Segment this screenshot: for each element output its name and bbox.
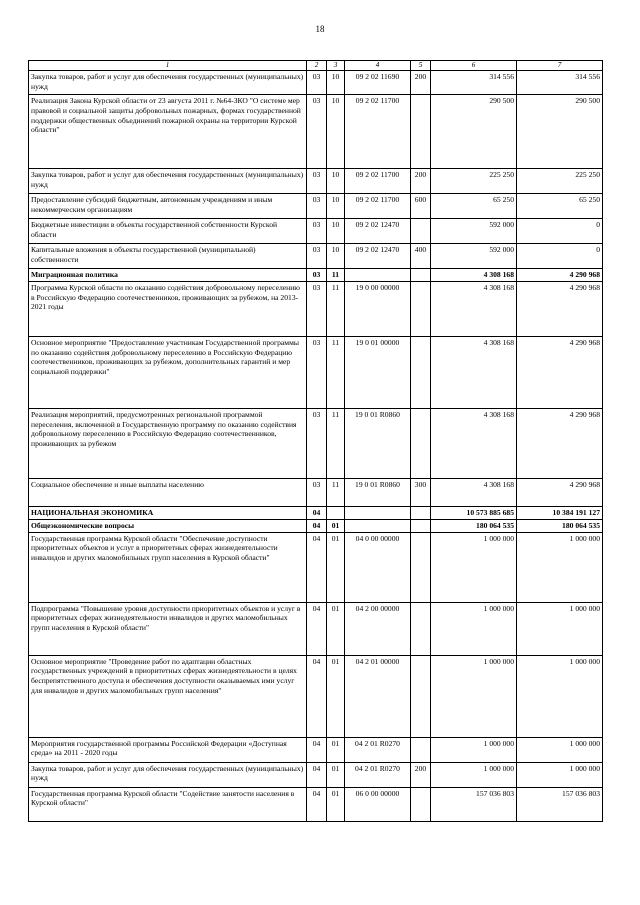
amount-year-1: 1 000 000 bbox=[431, 655, 517, 737]
subsection-code: 11 bbox=[327, 478, 345, 506]
table-row bbox=[29, 519, 603, 532]
amount-year-2: 1 000 000 bbox=[517, 737, 603, 762]
column-number-row bbox=[29, 61, 603, 71]
table-row bbox=[29, 269, 603, 282]
amount-year-1: 225 250 bbox=[431, 169, 517, 194]
table-row bbox=[29, 478, 603, 506]
expense-type-code bbox=[411, 737, 431, 762]
target-article-code: 04 2 00 00000 bbox=[345, 602, 411, 655]
item-name: Государственная программа Курской области "Содействие занятости населения в Курской области" bbox=[29, 787, 307, 821]
section-code: 03 bbox=[307, 478, 327, 506]
section-code: 04 bbox=[307, 737, 327, 762]
subsection-code: 01 bbox=[327, 532, 345, 602]
amount-year-1: 290 500 bbox=[431, 95, 517, 169]
subsection-code: 01 bbox=[327, 519, 345, 532]
amount-year-2: 1 000 000 bbox=[517, 762, 603, 787]
amount-year-2: 4 290 968 bbox=[517, 408, 603, 478]
expense-type-code: 600 bbox=[411, 194, 431, 219]
expense-type-code bbox=[411, 336, 431, 408]
subsection-code: 01 bbox=[327, 737, 345, 762]
amount-year-1: 4 308 168 bbox=[431, 281, 517, 336]
item-name: Государственная программа Курской области "Обеспечение доступности приоритетных объектов и услуг в приоритетных сферах жизнедеятельности инвалидов и других маломобильных групп населения в Курской области" bbox=[29, 532, 307, 602]
expense-type-code bbox=[411, 532, 431, 602]
target-article-code: 09 2 02 11700 bbox=[345, 194, 411, 219]
column-number: 2 bbox=[307, 61, 327, 71]
section-code: 03 bbox=[307, 71, 327, 95]
amount-year-1: 180 064 535 bbox=[431, 519, 517, 532]
table-row bbox=[29, 71, 603, 95]
expense-type-code: 200 bbox=[411, 169, 431, 194]
column-number: 3 bbox=[327, 61, 345, 71]
target-article-code: 04 2 01 R0270 bbox=[345, 762, 411, 787]
table-row bbox=[29, 194, 603, 219]
item-name: Закупка товаров, работ и услуг для обеспечения государственных (муниципальных) нужд bbox=[29, 71, 307, 95]
section-code: 03 bbox=[307, 169, 327, 194]
amount-year-2: 1 000 000 bbox=[517, 532, 603, 602]
amount-year-1: 1 000 000 bbox=[431, 762, 517, 787]
table-row bbox=[29, 281, 603, 336]
target-article-code: 19 0 01 R0860 bbox=[345, 408, 411, 478]
amount-year-2: 1 000 000 bbox=[517, 655, 603, 737]
amount-year-2: 0 bbox=[517, 219, 603, 244]
amount-year-1: 592 000 bbox=[431, 219, 517, 244]
amount-year-2: 4 290 968 bbox=[517, 281, 603, 336]
column-number: 1 bbox=[29, 61, 307, 71]
target-article-code: 04 2 01 00000 bbox=[345, 655, 411, 737]
item-name: Предоставление субсидий бюджетным, автономным учреждениям и иным некоммерческим организациям bbox=[29, 194, 307, 219]
section-code: 04 bbox=[307, 506, 327, 519]
item-name: Основное мероприятие "Проведение работ по адаптации областных государственных учреждений в приоритетных сферах жизнедеятельности в целях беспрепятственного доступа и обеспечения доступности оказываемых ими услуг для инвалидов и других маломобильных групп населения" bbox=[29, 655, 307, 737]
item-name: Бюджетные инвестиции в объекты государственной собственности Курской области bbox=[29, 219, 307, 244]
section-code: 04 bbox=[307, 655, 327, 737]
item-name: Закупка товаров, работ и услуг для обеспечения государственных (муниципальных) нужд bbox=[29, 762, 307, 787]
table-row bbox=[29, 602, 603, 655]
subsection-code: 10 bbox=[327, 71, 345, 95]
section-code: 03 bbox=[307, 95, 327, 169]
expense-type-code bbox=[411, 787, 431, 821]
subsection-code: 01 bbox=[327, 762, 345, 787]
section-code: 03 bbox=[307, 269, 327, 282]
target-article-code bbox=[345, 506, 411, 519]
subsection-code: 11 bbox=[327, 408, 345, 478]
table-row bbox=[29, 219, 603, 244]
subsection-code: 11 bbox=[327, 336, 345, 408]
amount-year-2: 65 250 bbox=[517, 194, 603, 219]
target-article-code: 09 2 02 12470 bbox=[345, 244, 411, 269]
expense-type-code bbox=[411, 408, 431, 478]
table-row bbox=[29, 244, 603, 269]
amount-year-2: 225 250 bbox=[517, 169, 603, 194]
table-row bbox=[29, 408, 603, 478]
item-name: Реализация мероприятий, предусмотренных региональной программой переселения, включенной в Государственную программу по оказанию содействия добровольному переселению в Российскую Федерацию соотечественников, проживающих за рубежом bbox=[29, 408, 307, 478]
table-row bbox=[29, 506, 603, 519]
column-number: 5 bbox=[411, 61, 431, 71]
column-number: 4 bbox=[345, 61, 411, 71]
section-code: 03 bbox=[307, 281, 327, 336]
expense-type-code bbox=[411, 655, 431, 737]
budget-table bbox=[28, 60, 603, 822]
item-name: Общеэкономические вопросы bbox=[29, 519, 307, 532]
target-article-code: 19 0 01 R0860 bbox=[345, 478, 411, 506]
target-article-code: 19 0 01 00000 bbox=[345, 336, 411, 408]
section-code: 04 bbox=[307, 762, 327, 787]
amount-year-1: 10 573 885 685 bbox=[431, 506, 517, 519]
column-number: 6 bbox=[431, 61, 517, 71]
table-row bbox=[29, 169, 603, 194]
expense-type-code bbox=[411, 602, 431, 655]
amount-year-2: 180 064 535 bbox=[517, 519, 603, 532]
expense-type-code bbox=[411, 269, 431, 282]
amount-year-1: 4 308 168 bbox=[431, 478, 517, 506]
amount-year-1: 4 308 168 bbox=[431, 336, 517, 408]
amount-year-2: 10 384 191 127 bbox=[517, 506, 603, 519]
section-code: 04 bbox=[307, 532, 327, 602]
amount-year-1: 1 000 000 bbox=[431, 602, 517, 655]
amount-year-1: 65 250 bbox=[431, 194, 517, 219]
expense-type-code: 200 bbox=[411, 762, 431, 787]
item-name: Мероприятия государственной программы Российской Федерации «Доступная среда» на 2011 - 2020 годы bbox=[29, 737, 307, 762]
column-number: 7 bbox=[517, 61, 603, 71]
item-name: Реализация Закона Курской области от 23 августа 2011 г. №64-ЗКО "О системе мер правовой и социальной защиты добровольных пожарных, формах государственной поддержки общественных объединений пожарной охраны на территории Курской области" bbox=[29, 95, 307, 169]
subsection-code: 01 bbox=[327, 655, 345, 737]
target-article-code: 04 0 00 00000 bbox=[345, 532, 411, 602]
subsection-code: 10 bbox=[327, 194, 345, 219]
amount-year-1: 4 308 168 bbox=[431, 408, 517, 478]
amount-year-2: 1 000 000 bbox=[517, 602, 603, 655]
section-code: 04 bbox=[307, 519, 327, 532]
section-code: 03 bbox=[307, 194, 327, 219]
expense-type-code bbox=[411, 219, 431, 244]
table-row bbox=[29, 336, 603, 408]
table-row bbox=[29, 532, 603, 602]
amount-year-1: 314 556 bbox=[431, 71, 517, 95]
target-article-code: 19 0 00 00000 bbox=[345, 281, 411, 336]
section-code: 03 bbox=[307, 219, 327, 244]
section-code: 03 bbox=[307, 336, 327, 408]
subsection-code: 10 bbox=[327, 244, 345, 269]
subsection-code bbox=[327, 506, 345, 519]
expense-type-code: 400 bbox=[411, 244, 431, 269]
subsection-code: 01 bbox=[327, 787, 345, 821]
expense-type-code bbox=[411, 519, 431, 532]
amount-year-2: 4 290 968 bbox=[517, 478, 603, 506]
item-name: Социальное обеспечение и иные выплаты населению bbox=[29, 478, 307, 506]
subsection-code: 11 bbox=[327, 281, 345, 336]
item-name: Подпрограмма "Повышение уровня доступности приоритетных объектов и услуг в приоритетных сферах жизнедеятельности инвалидов и других маломобильных групп населения в Курской области" bbox=[29, 602, 307, 655]
amount-year-2: 4 290 968 bbox=[517, 269, 603, 282]
subsection-code: 10 bbox=[327, 169, 345, 194]
amount-year-1: 1 000 000 bbox=[431, 532, 517, 602]
table-row bbox=[29, 787, 603, 821]
expense-type-code bbox=[411, 95, 431, 169]
page-number: 18 bbox=[315, 24, 325, 34]
expense-type-code bbox=[411, 506, 431, 519]
target-article-code: 09 2 02 11700 bbox=[345, 169, 411, 194]
amount-year-2: 290 500 bbox=[517, 95, 603, 169]
table-row bbox=[29, 737, 603, 762]
amount-year-2: 0 bbox=[517, 244, 603, 269]
item-name: Миграционная политика bbox=[29, 269, 307, 282]
target-article-code: 06 0 00 00000 bbox=[345, 787, 411, 821]
subsection-code: 11 bbox=[327, 269, 345, 282]
amount-year-2: 157 036 803 bbox=[517, 787, 603, 821]
target-article-code: 09 2 02 11690 bbox=[345, 71, 411, 95]
target-article-code: 04 2 01 R0270 bbox=[345, 737, 411, 762]
item-name: Капитальные вложения в объекты государственной (муниципальной) собственности bbox=[29, 244, 307, 269]
target-article-code bbox=[345, 269, 411, 282]
subsection-code: 10 bbox=[327, 219, 345, 244]
amount-year-1: 592 000 bbox=[431, 244, 517, 269]
expense-type-code: 300 bbox=[411, 478, 431, 506]
amount-year-1: 157 036 803 bbox=[431, 787, 517, 821]
table-row bbox=[29, 762, 603, 787]
subsection-code: 10 bbox=[327, 95, 345, 169]
item-name: Программа Курской области по оказанию содействия добровольному переселению в Российскую Федерацию соотечественников, проживающих за рубежом, на 2013-2021 годы bbox=[29, 281, 307, 336]
section-code: 03 bbox=[307, 244, 327, 269]
subsection-code: 01 bbox=[327, 602, 345, 655]
amount-year-1: 4 308 168 bbox=[431, 269, 517, 282]
table-row bbox=[29, 655, 603, 737]
amount-year-1: 1 000 000 bbox=[431, 737, 517, 762]
item-name: НАЦИОНАЛЬНАЯ ЭКОНОМИКА bbox=[29, 506, 307, 519]
expense-type-code: 200 bbox=[411, 71, 431, 95]
table-row bbox=[29, 95, 603, 169]
target-article-code: 09 2 02 11700 bbox=[345, 95, 411, 169]
section-code: 03 bbox=[307, 408, 327, 478]
item-name: Основное мероприятие "Предоставление участникам Государственной программы по оказанию содействия добровольному переселению в Российскую Федерацию соотечественников, проживающих за рубежом, дополнительных гарантий и мер социальной поддержки" bbox=[29, 336, 307, 408]
target-article-code: 09 2 02 12470 bbox=[345, 219, 411, 244]
amount-year-2: 4 290 968 bbox=[517, 336, 603, 408]
section-code: 04 bbox=[307, 787, 327, 821]
target-article-code bbox=[345, 519, 411, 532]
amount-year-2: 314 556 bbox=[517, 71, 603, 95]
item-name: Закупка товаров, работ и услуг для обеспечения государственных (муниципальных) нужд bbox=[29, 169, 307, 194]
section-code: 04 bbox=[307, 602, 327, 655]
expense-type-code bbox=[411, 281, 431, 336]
